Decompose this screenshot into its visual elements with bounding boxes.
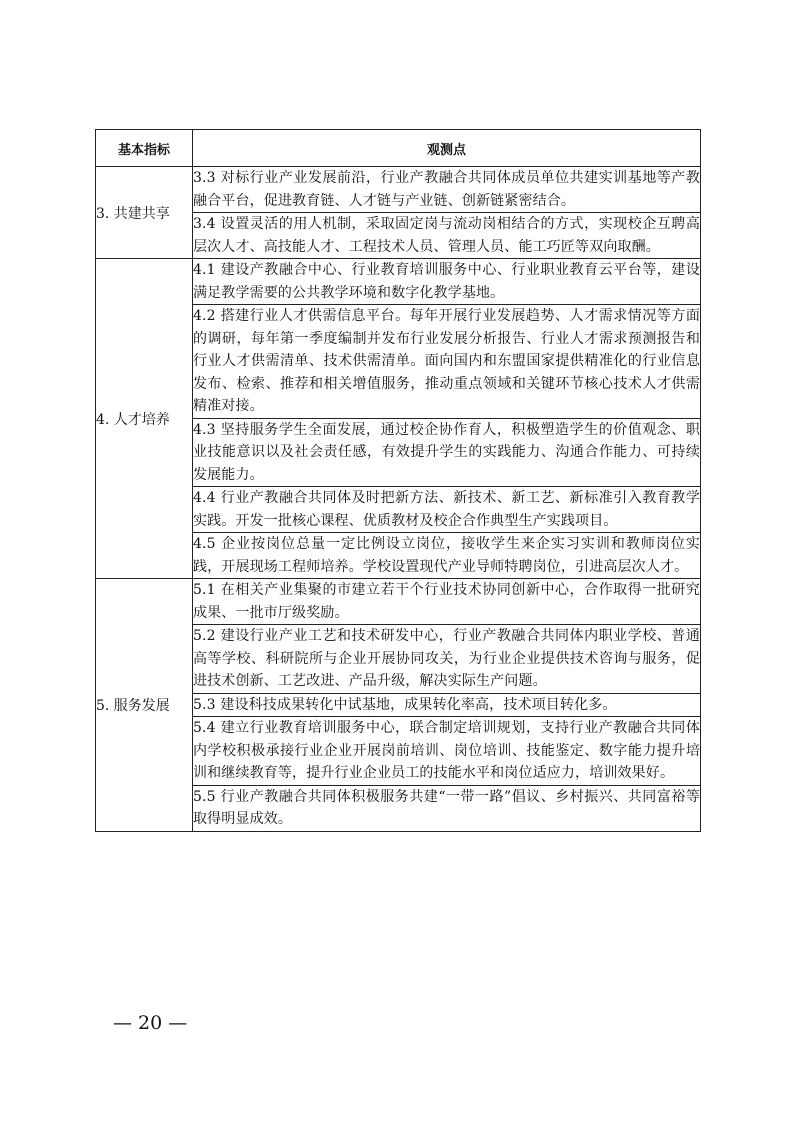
observation-point: 3.3 对标行业产业发展前沿，行业产教融合共同体成员单位共建实训基地等产教融合平台，促进教育链、人才链与产业链、创新链紧密结合。	[193, 167, 701, 213]
observation-point: 3.4 设置灵活的用人机制，采取固定岗与流动岗相结合的方式，实现校企互聘高层次人才、高技能人才、工程技术人员、管理人员、能工巧匠等双向取酬。	[193, 213, 701, 259]
table-row	[96, 259, 701, 305]
header-indicator: 基本指标	[96, 130, 193, 167]
indicator-cell: 4. 人才培养	[96, 259, 193, 579]
page-number: — 20 —	[113, 1012, 188, 1034]
indicator-cell: 5. 服务发展	[96, 579, 193, 832]
observation-point: 4.5 企业按岗位总量一定比例设立岗位，接收学生来企实习实训和教师岗位实践，开展现场工程师培养。学校设置现代产业导师特聘岗位，引进高层次人才。	[193, 533, 701, 579]
observation-point: 4.4 行业产教融合共同体及时把新方法、新技术、新工艺、新标准引入教育教学实践。开发一批核心课程、优质教材及校企合作典型生产实践项目。	[193, 487, 701, 533]
observation-point: 4.1 建设产教融合中心、行业教育培训服务中心、行业职业教育云平台等，建设满足教学需要的公共教学环境和数字化教学基地。	[193, 259, 701, 305]
observation-point: 4.2 搭建行业人才供需信息平台。每年开展行业发展趋势、人才需求情况等方面的调研，每年第一季度编制并发布行业发展分析报告、行业人才需求预测报告和行业人才供需清单、技术供需清单。面向国内和东盟国家提供精准化的行业信息发布、检索、推荐和相关增值服务，推动重点领域和关键环节核心技术人才供需精准对接。	[193, 305, 701, 419]
table-row	[96, 167, 701, 213]
observation-point: 5.4 建立行业教育培训服务中心，联合制定培训规划，支持行业产教融合共同体内学校积极承接行业企业开展岗前培训、岗位培训、技能鉴定、数字能力提升培训和继续教育等，提升行业企业员工的技能水平和岗位适应力，培训效果好。	[193, 717, 701, 786]
observation-point: 4.3 坚持服务学生全面发展，通过校企协作育人，积极塑造学生的价值观念、职业技能意识以及社会责任感，有效提升学生的实践能力、沟通合作能力、可持续发展能力。	[193, 418, 701, 487]
table-header-row	[96, 130, 701, 167]
table-row	[96, 579, 701, 625]
observation-point: 5.2 建设行业产业工艺和技术研发中心，行业产教融合共同体内职业学校、普通高等学校、科研院所与企业开展协同攻关，为行业企业提供技术咨询与服务，促进技术创新、工艺改进、产品升级，解决实际生产问题。	[193, 625, 701, 694]
observation-point: 5.5 行业产教融合共同体积极服务共建“一带一路”倡议、乡村振兴、共同富裕等取得明显成效。	[193, 785, 701, 831]
observation-point: 5.3 建设科技成果转化中试基地，成果转化率高，技术项目转化多。	[193, 693, 701, 717]
observation-point: 5.1 在相关产业集聚的市建立若干个行业技术协同创新中心，合作取得一批研究成果、一批市厅级奖励。	[193, 579, 701, 625]
indicator-table	[95, 129, 701, 832]
indicator-cell: 3. 共建共享	[96, 167, 193, 259]
header-observation-points: 观测点	[193, 130, 701, 167]
